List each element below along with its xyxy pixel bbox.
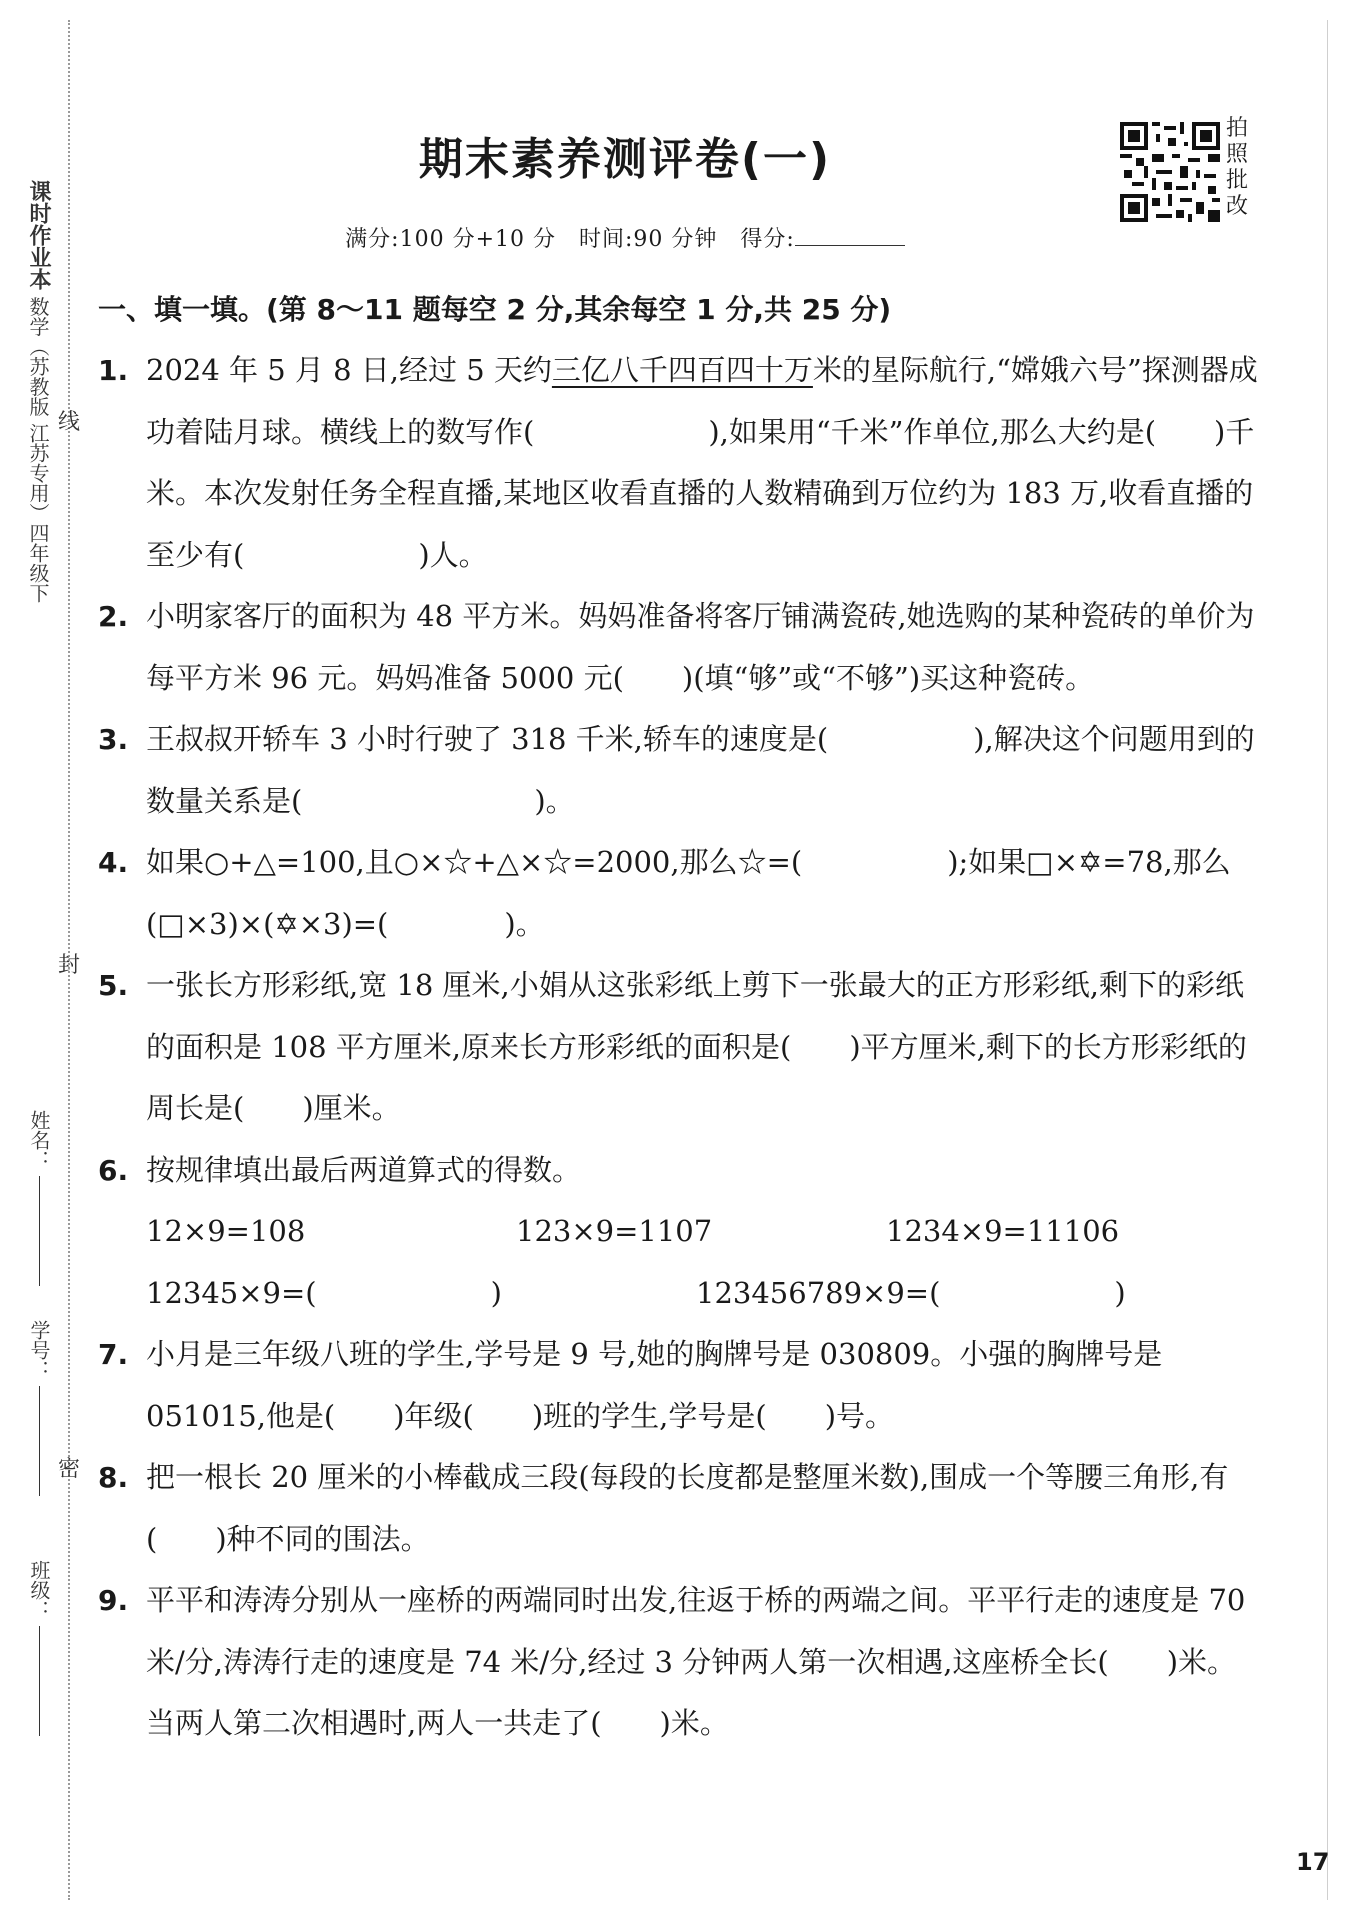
class-blank[interactable] [39,1626,40,1736]
question-3-text: 王叔叔开轿车 3 小时行驶了 318 千米,轿车的速度是( ),解决这个问题用到的数量关系是( )。 [146,722,1255,818]
question-6-text: 按规律填出最后两道算式的得数。 [146,1152,582,1187]
question-number: 9. [98,1584,129,1617]
question-list [98,340,1258,1755]
sidebar-mark-secret: 密 [58,1457,81,1482]
question-9 [98,1570,1258,1755]
score-blank[interactable] [795,225,905,246]
question-number: 2. [98,600,129,633]
sidebar-mark-line: 线 [58,410,81,435]
question-6 [98,1140,1258,1202]
page-number: 17 [1296,1848,1330,1876]
question-6-sequence-row-2 [98,1263,1258,1325]
question-6-sequence-row-1 [98,1201,1258,1263]
equation-blank[interactable]: 12345×9=( ) [146,1275,502,1310]
name-label: 姓名： [27,1110,51,1170]
question-1 [98,340,1258,586]
qr-code-block[interactable] [1120,116,1250,230]
score-info-text: 满分:100 分+10 分 时间:90 分钟 得分: [345,227,795,252]
equation: 1234×9=11106 [886,1214,1120,1248]
question-4 [98,832,1258,955]
question-number: 8. [98,1461,129,1494]
sidebar-edition: 数学（苏教版 江苏专用）四年级下 [26,296,50,603]
question-1-text-start: 2024 年 5 月 8 日,经过 5 天约 [146,353,552,387]
question-5 [98,955,1258,1140]
class-field[interactable] [14,1560,54,1736]
question-7 [98,1324,1258,1447]
question-number: 5. [98,969,129,1002]
equation: 12×9=108 [146,1214,306,1248]
question-8 [98,1447,1258,1570]
page-title: 期末素养测评卷(一) [418,134,832,185]
equation-blank[interactable]: 123456789×9=( ) [696,1275,1126,1310]
class-label: 班级： [27,1560,51,1620]
question-5-text: 一张长方形彩纸,宽 18 厘米,小娟从这张彩纸上剪下一张最大的正方形彩纸,剩下的彩纸的面积是 108 平方厘米,原来长方形彩纸的面积是( )平方厘米,剩下的长方形彩纸的周长是( )厘米。 [146,968,1247,1125]
name-field[interactable] [14,1110,54,1286]
id-field[interactable] [14,1320,54,1496]
question-2-text: 小明家客厅的面积为 48 平方米。妈妈准备将客厅铺满瓷砖,她选购的某种瓷砖的单价为每平方米 96 元。妈妈准备 5000 元( )(填“够”或“不够”)买这种瓷砖。 [146,599,1255,695]
question-7-text: 小月是三年级八班的学生,学号是 9 号,她的胸牌号是 030809。小强的胸牌号是 051015,他是( )年级( )班的学生,学号是( )号。 [146,1337,1163,1433]
sidebar-brand: 课时作业本 [26,180,51,290]
question-8-text: 把一根长 20 厘米的小棒截成三段(每段的长度都是整厘米数),围成一个等腰三角形,有( )种不同的围法。 [146,1460,1229,1556]
name-blank[interactable] [39,1176,40,1286]
sidebar-mark-seal: 封 [58,953,81,978]
id-label: 学号： [27,1320,51,1380]
id-blank[interactable] [39,1386,40,1496]
question-number: 3. [98,723,129,756]
section-title: 一、填一填。(第 8～11 题每空 2 分,其余每空 1 分,共 25 分) [98,293,892,326]
question-number: 4. [98,846,129,879]
score-info [0,222,1250,253]
question-1-underlined-number: 三亿八千四百四十万 [551,353,813,387]
question-9-text: 平平和涛涛分别从一座桥的两端同时出发,往返于桥的两端之间。平平行走的速度是 70 米/分,涛涛行走的速度是 74 米/分,经过 3 分钟两人第一次相遇,这座桥全长( )米。当两人第二次相遇时,两人一共走了( )米。 [146,1583,1246,1740]
question-number: 6. [98,1153,129,1187]
qr-label: 拍照批改 [1225,116,1248,219]
question-3 [98,709,1258,832]
question-1-text-rest: 米的星际航行,“嫦娥六号”探测器成功着陆月球。横线上的数写作( ),如果用“千米”作单位,那么大约是( )千米。本次发射任务全程直播,某地区收看直播的人数精确到万位约为 183 万,收看直播的至少有( )人。 [146,353,1258,572]
question-number: 7. [98,1338,129,1371]
question-number: 1. [98,354,129,387]
question-2 [98,586,1258,709]
right-margin-rule [1327,20,1328,1900]
question-4-text: 如果○+△=100,且○×☆+△×☆=2000,那么☆=( );如果□×✡=78,那么(□×3)×(✡×3)=( )。 [146,845,1231,941]
qr-code-icon[interactable] [1120,120,1220,224]
equation: 123×9=1107 [516,1214,713,1248]
